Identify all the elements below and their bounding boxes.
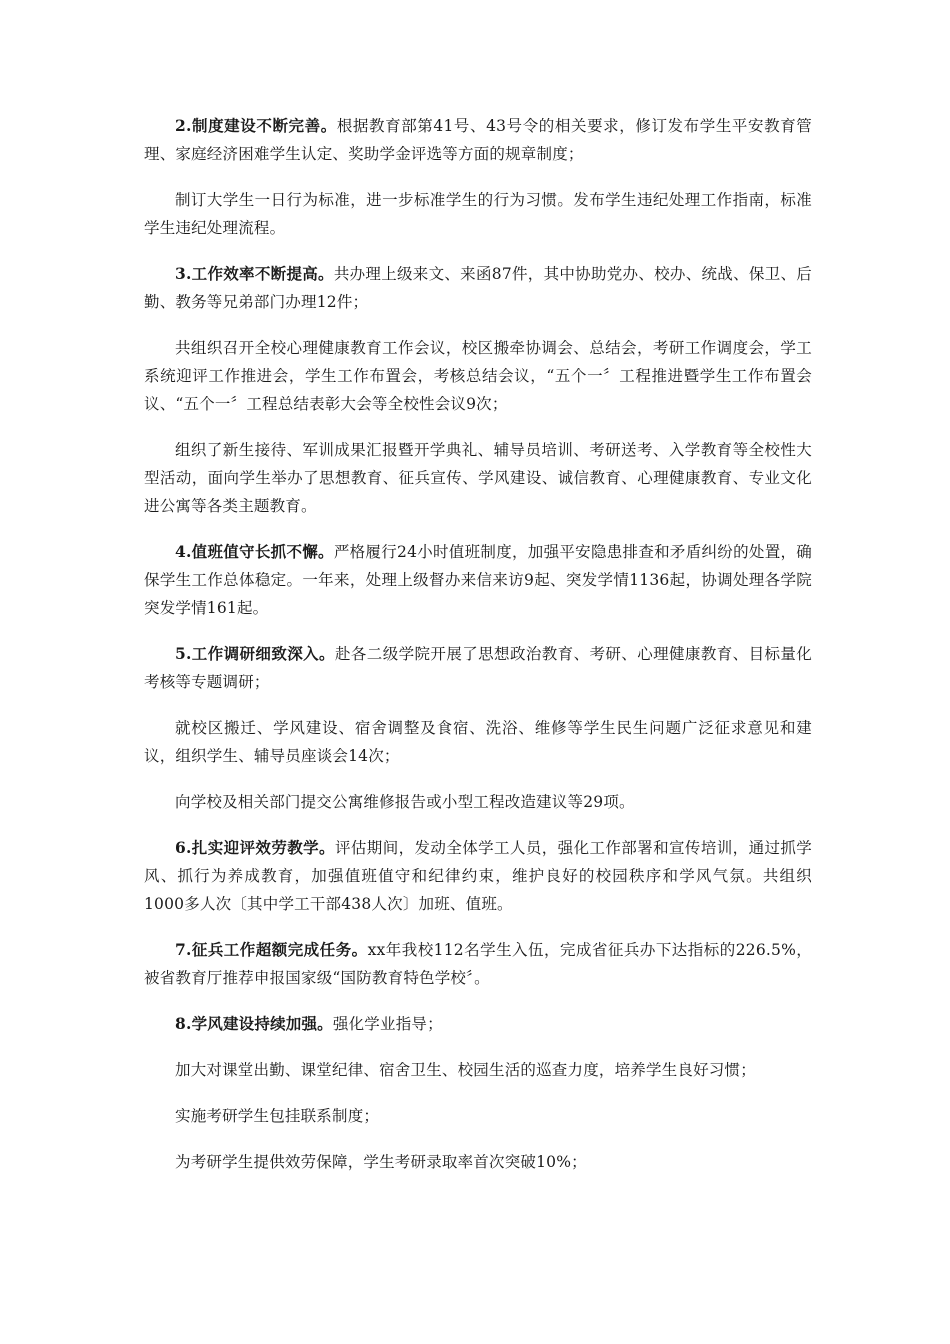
paragraph-12 [144,1010,812,1038]
paragraph-text: 加大对课堂出勤、课堂纪律、宿舍卫生、校园生活的巡查力度，培养学生良好习惯； [175,1061,756,1079]
paragraph-text: 向学校及相关部门提交公寓维修报告或小型工程改造建议等29项。 [175,793,635,811]
paragraph-9 [144,788,812,816]
paragraph-6 [144,538,812,622]
paragraph-11 [144,936,812,992]
paragraph-text: 评估期间，发动全体学工人员，强化工作部署和宣传培训，通过抓学风、抓行为养成教育，加强值班值守和纪律约束，维护良好的校园秩序和学风气氛。共组织1000多人次〔其中学工干部438人次〕加班、值班。 [144,839,812,913]
paragraph-4 [144,334,812,418]
paragraph-text: 共办理上级来文、来函87件，其中协助党办、校办、统战、保卫、后勤、教务等兄弟部门办理12件； [144,265,812,311]
paragraph-text: 制订大学生一日行为标准，进一步标准学生的行为习惯。发布学生违纪处理工作指南，标准学生违纪处理流程。 [144,191,812,237]
paragraph-14 [144,1102,812,1130]
section-heading-3: 3.工作效率不断提高。 [175,264,334,283]
paragraph-7 [144,640,812,696]
section-heading-2: 2.制度建设不断完善。 [175,116,337,135]
paragraph-text: 强化学业指导； [332,1015,443,1033]
paragraph-10 [144,834,812,918]
document-body [144,112,812,1194]
paragraph-text: 赴各二级学院开展了思想政治教育、考研、心理健康教育、目标量化考核等专题调研； [144,645,812,691]
paragraph-13 [144,1056,812,1084]
section-heading-6: 6.扎实迎评效劳教学。 [175,838,335,857]
paragraph-text: 实施考研学生包挂联系制度； [175,1107,380,1125]
paragraph-3 [144,260,812,316]
paragraph-1 [144,112,812,168]
paragraph-8 [144,714,812,770]
paragraph-text: 根据教育部第41号、43号令的相关要求，修订发布学生平安教育管理、家庭经济困难学生认定、奖助学金评选等方面的规章制度； [144,117,812,163]
paragraph-text: 为考研学生提供效劳保障，学生考研录取率首次突破10%； [175,1153,587,1171]
paragraph-text: xx年我校112名学生入伍，完成省征兵办下达指标的226.5%，被省教育厅推荐申报国家级“国防教育特色学校〞。 [144,941,812,987]
paragraph-text: 就校区搬迁、学风建设、宿舍调整及食宿、洗浴、维修等学生民生问题广泛征求意见和建议，组织学生、辅导员座谈会14次； [144,719,812,765]
paragraph-2 [144,186,812,242]
section-heading-8: 8.学风建设持续加强。 [175,1014,333,1033]
section-heading-7: 7.征兵工作超额完成任务。 [175,940,368,959]
section-heading-5: 5.工作调研细致深入。 [175,644,335,663]
paragraph-15 [144,1148,812,1176]
paragraph-text: 组织了新生接待、军训成果汇报暨开学典礼、辅导员培训、考研送考、入学教育等全校性大型活动，面向学生举办了思想教育、征兵宣传、学风建设、诚信教育、心理健康教育、专业文化进公寓等各类主题教育。 [144,441,812,515]
paragraph-5 [144,436,812,520]
section-heading-4: 4.值班值守长抓不懈。 [175,542,334,561]
paragraph-text: 共组织召开全校心理健康教育工作会议，校区搬牵协调会、总结会，考研工作调度会，学工系统迎评工作推进会，学生工作布置会，考核总结会议，“五个一〞工程推进暨学生工作布置会议、“五个一〞工程总结表彰大会等全校性会议9次； [144,339,812,413]
paragraph-text: 严格履行24小时值班制度，加强平安隐患排查和矛盾纠纷的处置，确保学生工作总体稳定。一年来，处理上级督办来信来访9起、突发学情1136起，协调处理各学院突发学情161起。 [144,543,812,617]
